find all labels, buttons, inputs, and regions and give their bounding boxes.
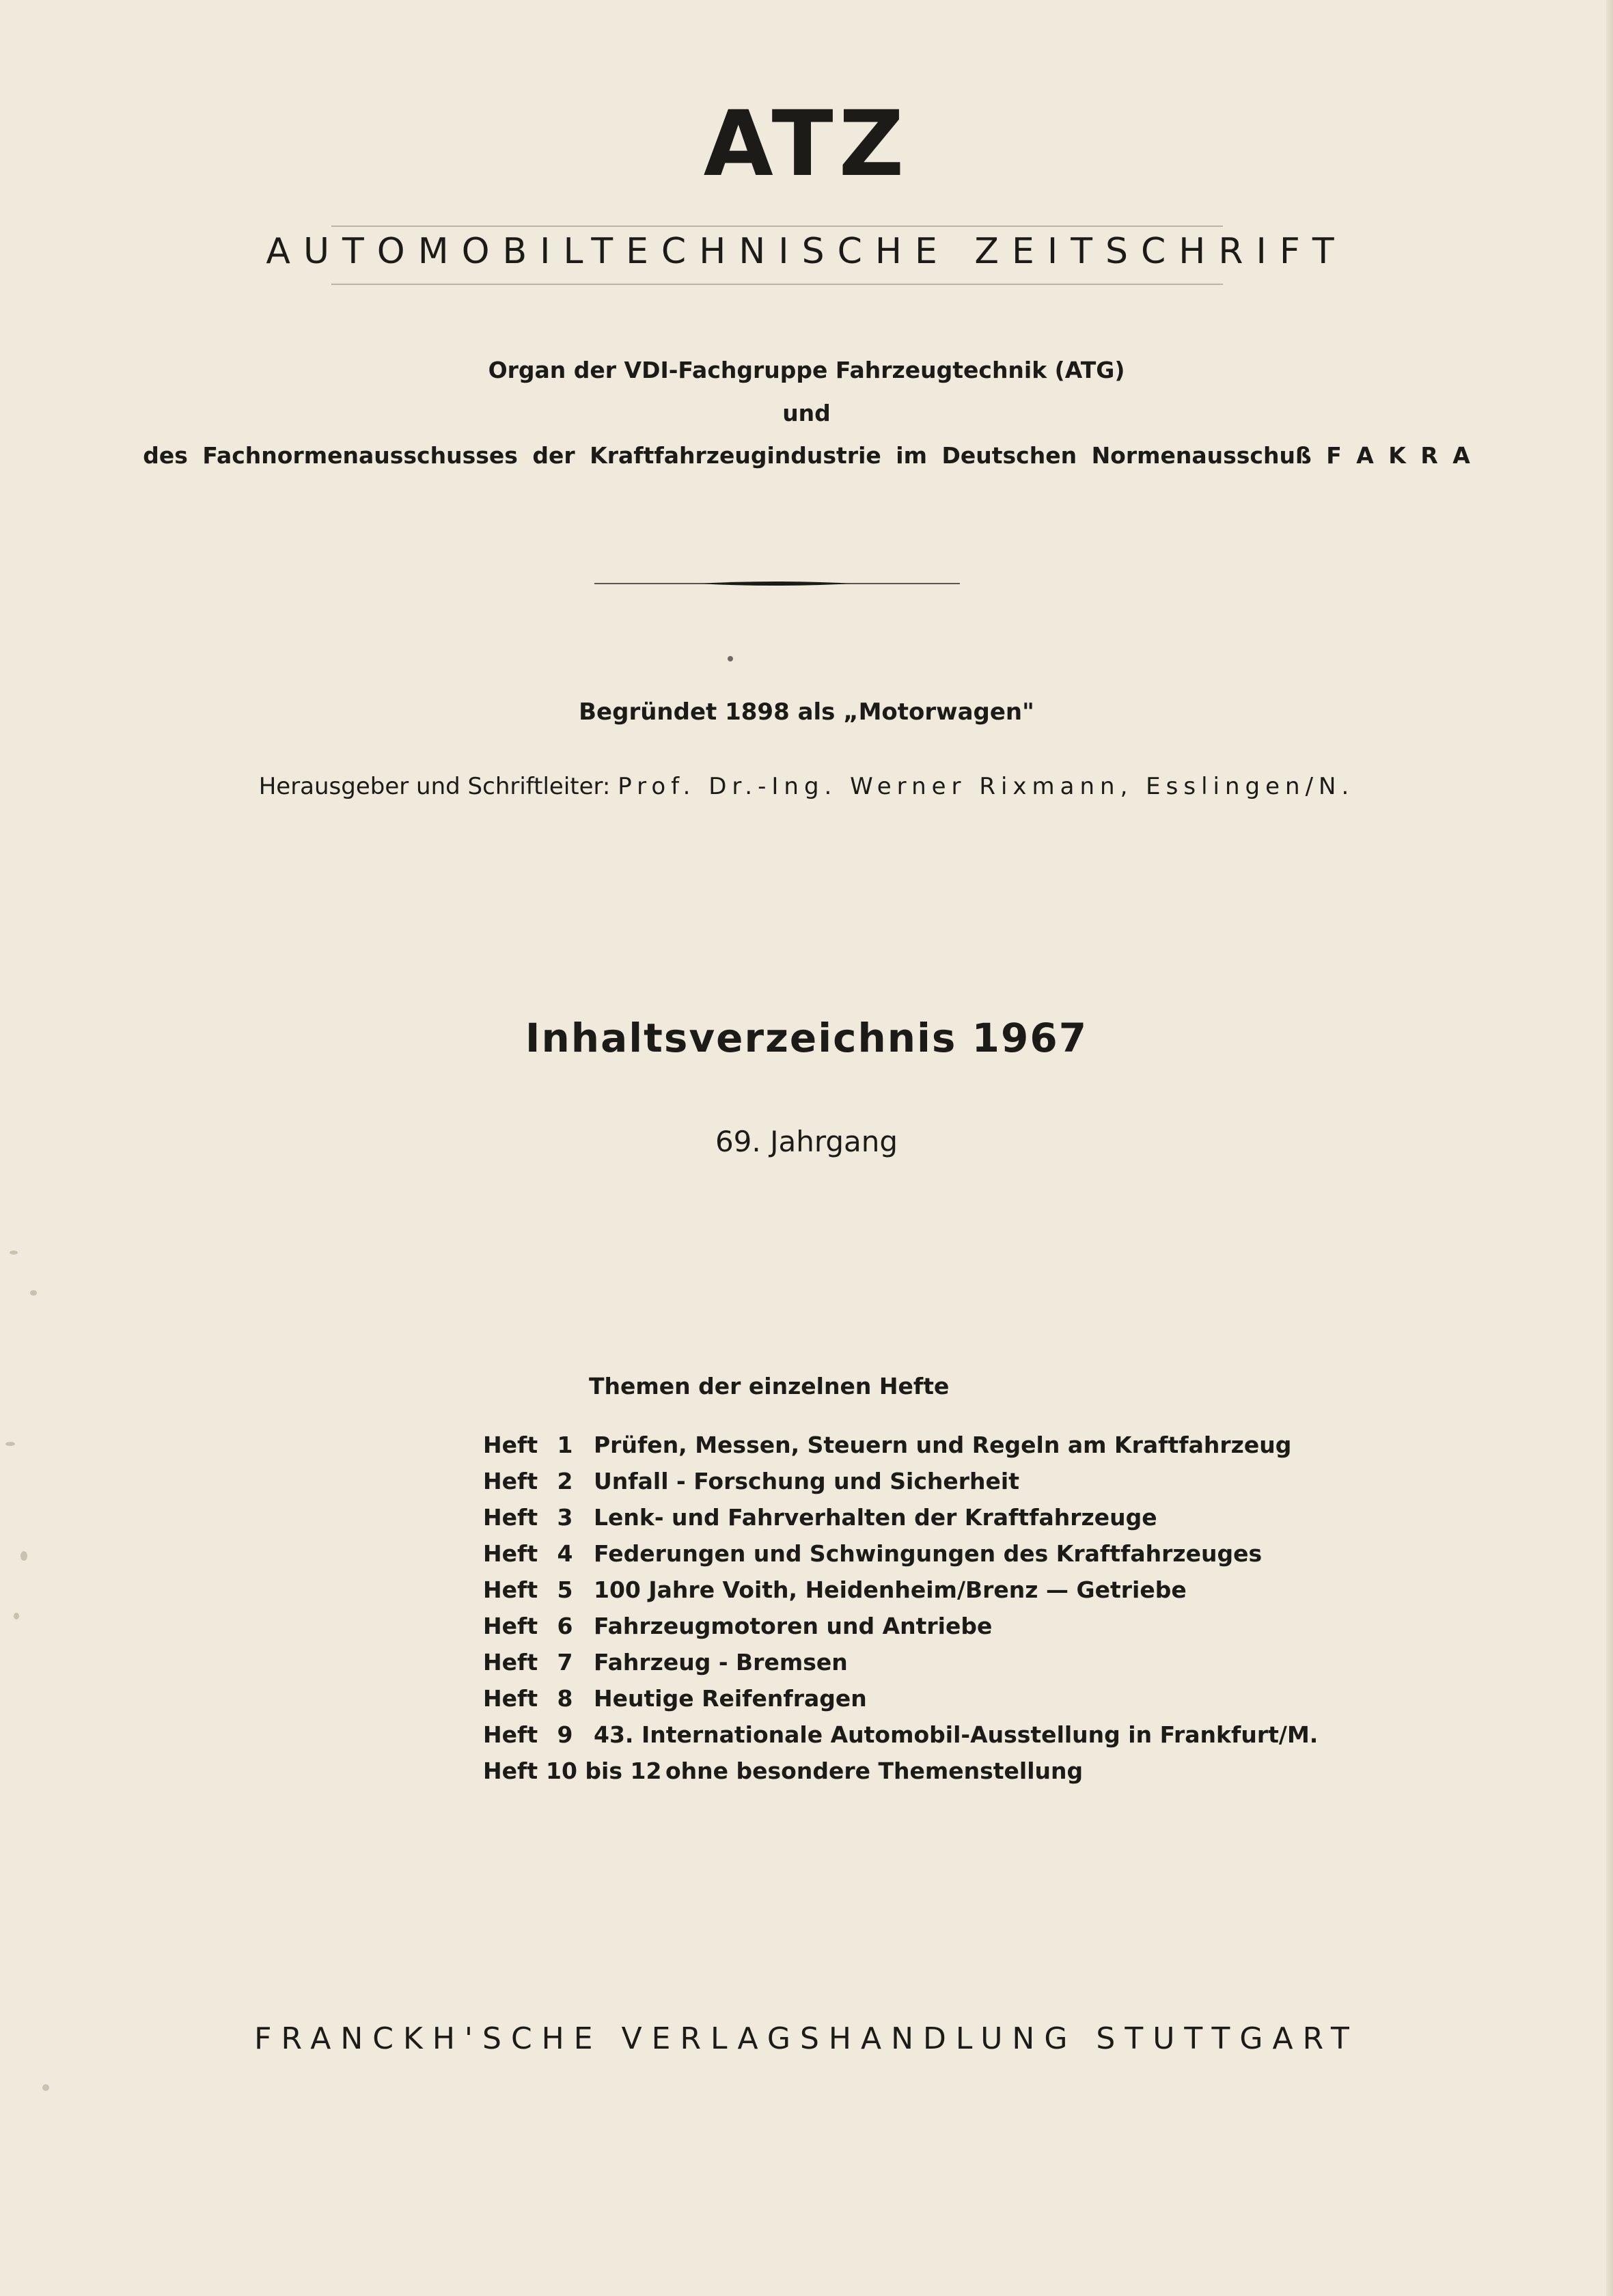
masthead-rule-top <box>331 226 1223 227</box>
issue-row <box>483 1506 1474 1542</box>
issue-label: Heft <box>483 1504 538 1531</box>
organ-line-2: und <box>782 400 831 426</box>
paper-speck <box>10 1250 18 1255</box>
founded-line: Begründet 1898 als „Motorwagen" <box>579 698 1034 726</box>
paper-speck <box>42 2084 49 2091</box>
themes-heading: Themen der einzelnen Hefte <box>589 1373 950 1399</box>
issue-row <box>483 1542 1474 1578</box>
issue-number: 9 <box>557 1721 573 1748</box>
issue-number: 5 <box>557 1576 573 1603</box>
issue-topic: Prüfen, Messen, Steuern und Regeln am Kraftfahrzeug <box>594 1432 1292 1458</box>
issue-number: 10 bis 12 <box>546 1758 662 1784</box>
issue-label: Heft <box>483 1649 538 1676</box>
issue-topic: ohne besondere Themenstellung <box>665 1758 1084 1784</box>
masthead-rule-bottom <box>331 284 1223 285</box>
issue-row <box>483 1760 1474 1796</box>
issue-number: 2 <box>557 1468 573 1494</box>
issue-label: Heft <box>483 1758 538 1784</box>
organ-line-3: des Fachnormenausschusses der Kraftfahrzeugindustrie im Deutschen Normenausschuß F A K R A <box>143 442 1470 469</box>
editor-name: Prof. Dr.-Ing. Werner Rixmann, Esslingen/N. <box>618 773 1355 800</box>
masthead-logo: ATZ <box>703 92 910 197</box>
issue-label: Heft <box>483 1576 538 1603</box>
issue-number: 6 <box>557 1613 573 1639</box>
issue-topic: Federungen und Schwingungen des Kraftfahrzeuges <box>594 1540 1263 1567</box>
issue-row <box>483 1651 1474 1687</box>
issue-topic: Lenk- und Fahrverhalten der Kraftfahrzeuge <box>594 1504 1157 1531</box>
issue-number: 7 <box>557 1649 573 1676</box>
issue-row <box>483 1615 1474 1651</box>
volume-label: 69. Jahrgang <box>715 1125 898 1158</box>
issue-row <box>483 1434 1474 1470</box>
issue-row <box>483 1470 1474 1506</box>
publisher-line: FRANCKH'SCHE VERLAGSHANDLUNG STUTTGART <box>254 2021 1359 2056</box>
masthead-subtitle: AUTOMOBILTECHNISCHE ZEITSCHRIFT <box>266 231 1347 272</box>
issue-label: Heft <box>483 1685 538 1712</box>
issue-topic: 100 Jahre Voith, Heidenheim/Brenz — Getriebe <box>594 1576 1187 1603</box>
paper-speck <box>5 1442 15 1446</box>
paper-speck <box>20 1551 27 1561</box>
issue-label: Heft <box>483 1432 538 1458</box>
ornament-divider <box>594 579 960 588</box>
issue-row <box>483 1578 1474 1615</box>
issue-topic: Fahrzeug - Bremsen <box>594 1649 848 1676</box>
issue-number: 1 <box>557 1432 573 1458</box>
issue-list <box>483 1434 1474 1796</box>
editor-prefix: Herausgeber und Schriftleiter: <box>258 773 611 800</box>
issue-row <box>483 1687 1474 1723</box>
ornament-dot <box>728 656 733 661</box>
issue-label: Heft <box>483 1613 538 1639</box>
organ-line-1: Organ der VDI-Fachgruppe Fahrzeugtechnik (ATG) <box>488 357 1125 383</box>
issue-number: 4 <box>557 1540 573 1567</box>
paper-speck <box>14 1613 19 1620</box>
issue-number: 8 <box>557 1685 573 1712</box>
issue-topic: Heutige Reifenfragen <box>594 1685 867 1712</box>
issue-label: Heft <box>483 1721 538 1748</box>
issue-label: Heft <box>483 1540 538 1567</box>
editor-line <box>0 775 1613 798</box>
issue-label: Heft <box>483 1468 538 1494</box>
paper-speck <box>30 1290 37 1296</box>
issue-topic: 43. Internationale Automobil-Ausstellung in Frankfurt/M. <box>594 1721 1319 1748</box>
issue-number: 3 <box>557 1504 573 1531</box>
issue-topic: Fahrzeugmotoren und Antriebe <box>594 1613 993 1639</box>
issue-topic: Unfall - Forschung und Sicherheit <box>594 1468 1020 1494</box>
issue-row <box>483 1723 1474 1760</box>
contents-title: Inhaltsverzeichnis 1967 <box>525 1015 1088 1061</box>
